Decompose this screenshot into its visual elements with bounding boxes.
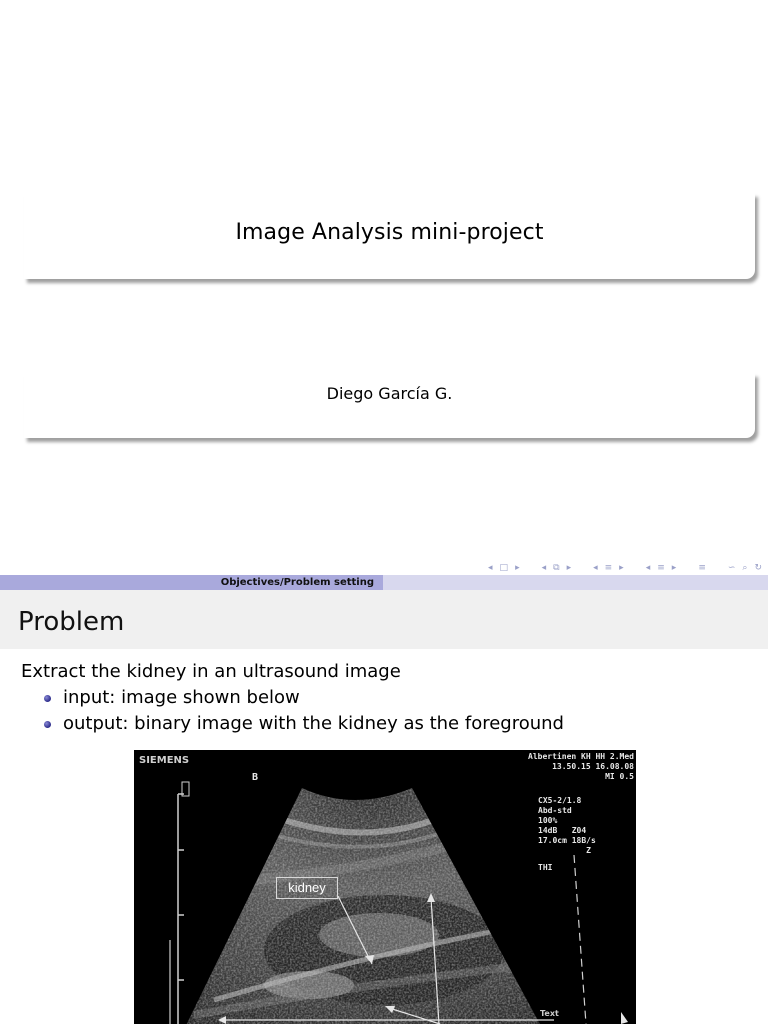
bullet-text: input: image shown below (63, 687, 300, 708)
scan-header-line: Albertinen KH HH 2.Med (528, 752, 634, 761)
bullet-icon (44, 695, 51, 702)
scanner-brand: SIEMENS (139, 755, 190, 766)
nav-prev-document-icon[interactable]: ◂ (645, 563, 651, 573)
thi-label: THI (538, 863, 553, 872)
nav-frame-icon[interactable]: □ (499, 563, 509, 573)
bullet-text: output: binary image with the kidney as the foreground (63, 713, 564, 734)
mode-indicator: B (252, 772, 259, 783)
title-block (24, 193, 755, 279)
section-label[interactable]: Objectives/Problem setting (220, 577, 374, 588)
nav-search-icon[interactable]: ⌕ (742, 563, 748, 573)
nav-next-document-icon[interactable]: ▸ (671, 563, 677, 573)
nav-forward-icon[interactable]: ↻ (754, 563, 762, 573)
ultrasound-image (134, 750, 636, 1024)
nav-appendix-icon[interactable]: ≡ (698, 563, 706, 573)
ultrasound-scan-graphic (134, 750, 636, 1024)
kidney-annotation: kidney (276, 877, 338, 899)
nav-subsection-icon[interactable]: ⧉ (553, 563, 560, 573)
author-name: Diego García G. (326, 384, 453, 403)
headline-bar (0, 575, 768, 590)
nav-prev-frame-icon[interactable]: ◂ (488, 563, 493, 573)
list-item (44, 687, 564, 713)
presentation-title: Image Analysis mini-project (235, 220, 544, 245)
beamer-navigation (488, 561, 762, 575)
bullet-icon (44, 721, 51, 728)
scan-header-line: MI 0.5 (605, 772, 634, 781)
scan-header-info (484, 752, 634, 782)
frame-title-bar (0, 590, 768, 649)
bottom-text-label: Text (540, 1009, 559, 1018)
author-block (24, 373, 755, 438)
nav-document-icon[interactable]: ≡ (657, 563, 665, 573)
nav-next-subsection-icon[interactable]: ▸ (566, 563, 572, 573)
scan-parameters: CX5-2/1.8 Abd-std 100% 14dB Z04 17.0cm 18B/s Z (538, 796, 596, 855)
nav-back-icon[interactable]: ∽ (727, 563, 736, 573)
frame-title: Problem (18, 607, 125, 637)
nav-prev-subsection-icon[interactable]: ◂ (541, 563, 547, 573)
intro-text: Extract the kidney in an ultrasound image (21, 661, 401, 682)
scan-header-line: 13.50.15 16.08.08 (552, 762, 634, 771)
bullet-list (44, 687, 564, 739)
list-item (44, 713, 564, 739)
nav-section-icon[interactable]: ≡ (604, 563, 613, 573)
nav-next-section-icon[interactable]: ▸ (619, 563, 624, 573)
nav-prev-section-icon[interactable]: ◂ (593, 563, 598, 573)
nav-next-frame-icon[interactable]: ▸ (515, 563, 520, 573)
